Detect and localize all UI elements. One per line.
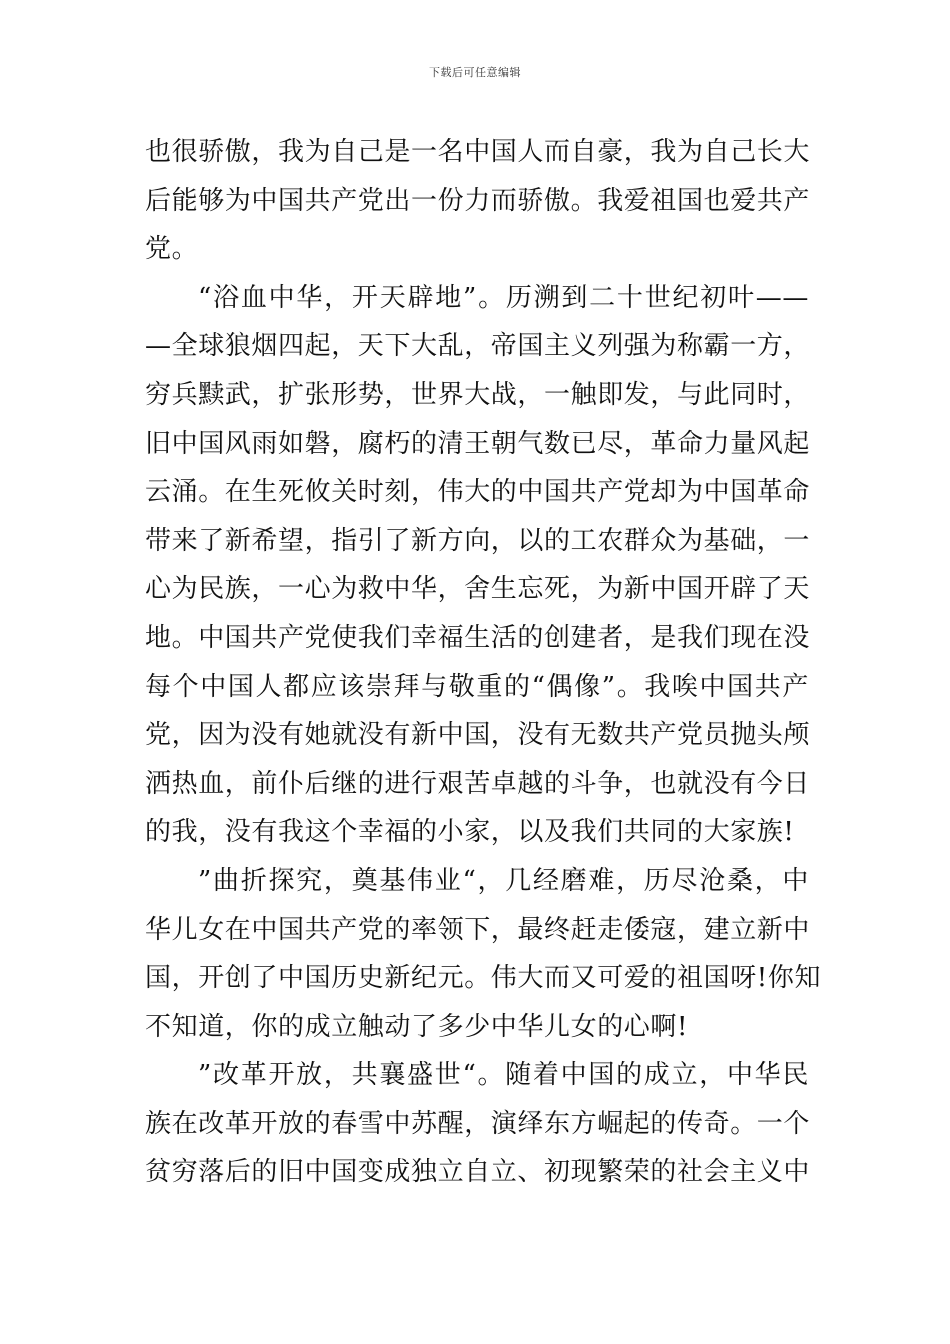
- text-line: 党。: [145, 234, 199, 265]
- text-line: 心为民族，一心为救中华，舍生忘死，为新中国开辟了天: [145, 574, 811, 605]
- text-line: 旧中国风雨如磐，腐朽的清王朝气数已尽，革命力量风起: [145, 428, 811, 459]
- text-line: 后能够为中国共产党出一份力而骄傲。我爱祖国也爱共产: [145, 185, 811, 216]
- text-line: 华儿女在中国共产党的率领下，最终赶走倭寇，建立新中: [145, 914, 811, 945]
- body-text: [145, 128, 822, 1197]
- text-line: 国，开创了中国历史新纪元。伟大而又可爱的祖国呀!你知: [145, 963, 822, 994]
- text-line: 的我，没有我这个幸福的小家，以及我们共同的大家族!: [145, 817, 795, 848]
- text-line: 洒热血，前仆后继的进行艰苦卓越的斗争，也就没有今日: [145, 768, 811, 799]
- text-line: 地。中国共产党使我们幸福生活的创建者，是我们现在没: [145, 622, 811, 653]
- text-line: 族在改革开放的春雪中苏醒，演绎东方崛起的传奇。一个: [145, 1108, 811, 1139]
- text-line: 不知道，你的成立触动了多少中华儿女的心啊!: [145, 1011, 689, 1042]
- text-line: 带来了新希望，指引了新方向，以的工农群众为基础，一: [145, 525, 811, 556]
- text-line: 党，因为没有她就没有新中国，没有无数共产党员抛头颅: [145, 720, 811, 751]
- page-header: 下载后可任意编辑: [429, 66, 521, 79]
- text-line: —全球狼烟四起，天下大乱，帝国主义列强为称霸一方，: [145, 331, 811, 362]
- text-line: 也很骄傲，我为自己是一名中国人而自豪，我为自己长大: [145, 137, 811, 167]
- text-line: ”曲折探究，奠基伟业“，几经磨难，历尽沧桑，中: [198, 865, 809, 896]
- text-line: 云涌。在生死攸关时刻，伟大的中国共产党却为中国革命: [145, 477, 811, 508]
- text-line: “浴血中华，开天辟地”。历溯到二十世纪初叶——: [198, 282, 809, 313]
- text-line: 贫穷落后的旧中国变成独立自立、初现繁荣的社会主义中: [145, 1157, 811, 1188]
- text-line: 穷兵黩武，扩张形势，世界大战，一触即发，与此同时，: [145, 379, 811, 410]
- text-line: ”改革开放，共襄盛世“。随着中国的成立，中华民: [198, 1060, 809, 1091]
- text-line: 每个中国人都应该崇拜与敬重的“偶像”。我唉中国共产: [145, 671, 809, 702]
